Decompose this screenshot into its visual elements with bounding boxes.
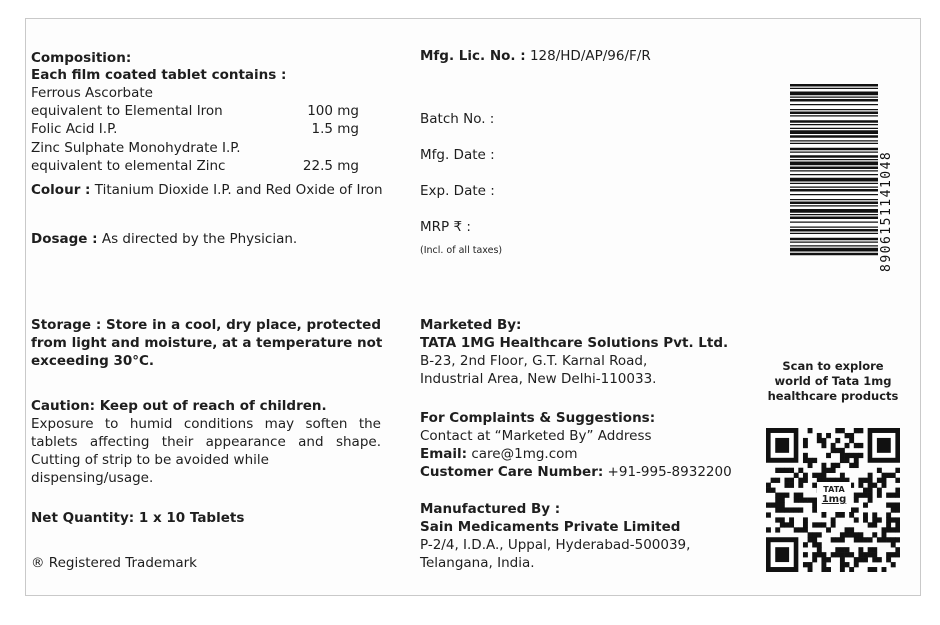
caution-line: tablets affecting their appearance and shape. — [31, 434, 381, 450]
storage-line: Storage : Store in a cool, dry place, protected — [31, 317, 381, 333]
caution-line: Cutting of strip to be avoided while — [31, 452, 269, 468]
ingredient-label: Folic Acid I.P. — [31, 121, 118, 137]
exp-date-label: Exp. Date : — [420, 183, 495, 199]
mfg-date-label: Mfg. Date : — [420, 147, 495, 163]
mfg-license — [420, 48, 651, 65]
manufactured-address: Telangana, India. — [420, 555, 535, 571]
mfg-license-label: Mfg. Lic. No. : — [420, 48, 526, 64]
net-quantity — [31, 510, 244, 527]
composition-row-folic — [31, 121, 359, 138]
tata-1mg-logo — [817, 482, 851, 512]
mrp-label: MRP ₹ : — [420, 219, 471, 235]
logo-text: 1mg — [821, 494, 847, 505]
qr-code[interactable] — [766, 428, 900, 572]
composition-row-iron — [31, 103, 359, 120]
storage-line: exceeding 30°C. — [31, 353, 155, 369]
qr-caption-line: Scan to explore — [782, 359, 884, 373]
dosage-value: As directed by the Physician. — [101, 231, 298, 247]
barcode — [790, 82, 902, 272]
email-label: Email: — [420, 446, 468, 462]
mfg-license-value: 128/HD/AP/96/F/R — [529, 48, 651, 64]
ingredient-value: 100 mg — [307, 103, 359, 119]
qr-caption-line: world of Tata 1mg — [774, 374, 892, 388]
colour-value: Titanium Dioxide I.P. and Red Oxide of Iron — [94, 182, 383, 198]
composition-heading: Composition: — [31, 50, 132, 66]
complaints-contact: Contact at “Marketed By” Address — [420, 428, 652, 444]
caution-line: Exposure to humid conditions may soften the — [31, 416, 381, 432]
net-quantity-value: 1 x 10 Tablets — [138, 510, 245, 526]
customer-care-value: +91-995-8932200 — [607, 464, 732, 480]
net-quantity-label: Net Quantity: — [31, 510, 135, 526]
composition-row-zinc — [31, 158, 359, 175]
customer-care — [420, 464, 732, 481]
qr-caption — [766, 359, 900, 404]
marketed-heading: Marketed By: — [420, 317, 522, 333]
dosage-line — [31, 231, 297, 248]
caution-heading: Caution: Keep out of reach of children. — [31, 398, 327, 414]
caution-line: dispensing/usage. — [31, 470, 154, 486]
composition-subheading: Each film coated tablet contains : — [31, 67, 287, 83]
colour-label: Colour : — [31, 182, 91, 198]
qr-caption-line: healthcare products — [767, 389, 899, 403]
ingredient-value: 22.5 mg — [302, 158, 359, 174]
manufactured-company: Sain Medicaments Private Limited — [420, 519, 681, 535]
ingredient-value: 1.5 mg — [311, 121, 359, 137]
marketed-address: B-23, 2nd Floor, G.T. Karnal Road, — [420, 353, 648, 369]
marketed-company: TATA 1MG Healthcare Solutions Pvt. Ltd. — [420, 335, 729, 351]
complaints-email — [420, 446, 578, 463]
ingredient-label: equivalent to elemental Zinc — [31, 158, 226, 174]
marketed-address: Industrial Area, New Delhi-110033. — [420, 371, 657, 387]
colour-line — [31, 182, 383, 199]
dosage-label: Dosage : — [31, 231, 98, 247]
composition-line: Ferrous Ascorbate — [31, 85, 153, 101]
customer-care-label: Customer Care Number: — [420, 464, 604, 480]
barcode-number: 8906151141048 — [879, 150, 894, 272]
registered-trademark: ® Registered Trademark — [31, 555, 197, 571]
barcode-bars — [790, 82, 902, 272]
batch-label: Batch No. : — [420, 111, 495, 127]
storage-line: from light and moisture, at a temperature not — [31, 335, 383, 351]
manufactured-heading: Manufactured By : — [420, 501, 561, 517]
email-value: care@1mg.com — [471, 446, 578, 462]
composition-line: Zinc Sulphate Monohydrate I.P. — [31, 140, 241, 156]
manufactured-address: P-2/4, I.D.A., Uppal, Hyderabad-500039, — [420, 537, 691, 553]
mrp-note: (Incl. of all taxes) — [420, 245, 503, 256]
complaints-heading: For Complaints & Suggestions: — [420, 410, 656, 426]
logo-text: TATA — [823, 485, 845, 494]
ingredient-label: equivalent to Elemental Iron — [31, 103, 223, 119]
